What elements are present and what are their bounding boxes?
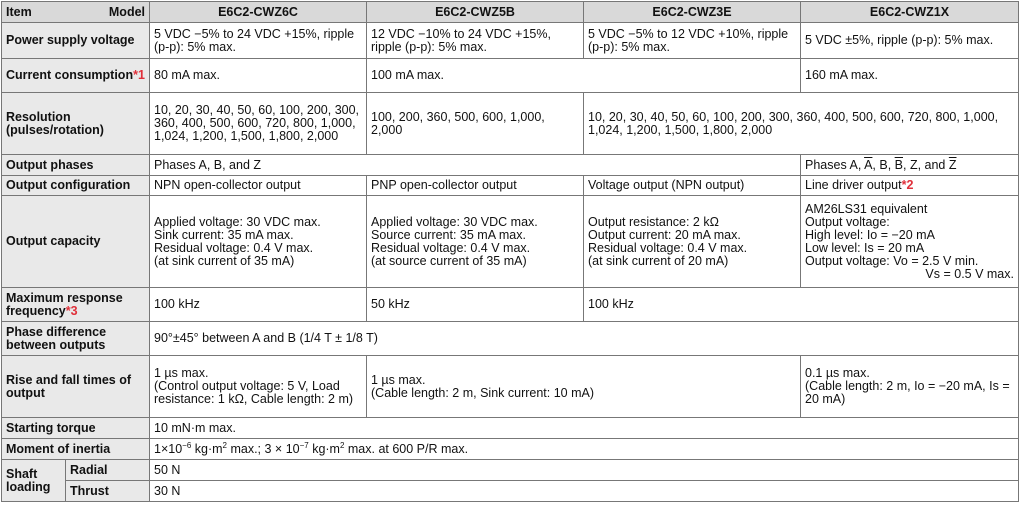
row-shaft-thrust — [2, 481, 1019, 502]
resolution-cwz5b: 100, 200, 360, 500, 600, 1,000, 2,000 — [367, 93, 584, 155]
row-phase-difference — [2, 322, 1019, 356]
note-2: *2 — [901, 178, 914, 192]
thrust-label: Thrust — [66, 481, 150, 502]
config-cwz1x: Line driver output*2 — [801, 176, 1019, 196]
output-configuration-label: Output configuration — [2, 176, 150, 196]
model-cwz6c: E6C2-CWZ6C — [150, 2, 367, 23]
config-cwz6c: NPN open-collector output — [150, 176, 367, 196]
resolution-cwz6c: 10, 20, 30, 40, 50, 60, 100, 200, 300, 360, 400, 500, 600, 720, 800, 1,000, 1,024, 1,200, 1,500, 1,800, 2,000 — [150, 93, 367, 155]
current-cwz1x: 160 mA max. — [801, 59, 1019, 93]
item-model-header — [2, 2, 150, 23]
row-power-supply — [2, 23, 1019, 59]
row-output-phases — [2, 155, 1019, 176]
note-1: *1 — [133, 68, 145, 82]
model-header: Model — [108, 4, 145, 19]
model-cwz1x: E6C2-CWZ1X — [801, 2, 1019, 23]
starting-torque-value: 10 mN·m max. — [150, 418, 1019, 439]
capacity-cwz1x: AM26LS31 equivalent Output voltage: High level: Io = −20 mA Low level: Is = 20 mA Output voltage: Vo = 2.5 V min. Vs = 0.5 V max. — [801, 196, 1019, 288]
row-moment-of-inertia — [2, 439, 1019, 460]
header-row — [2, 2, 1019, 23]
row-max-response — [2, 288, 1019, 322]
output-phases-label: Output phases — [2, 155, 150, 176]
note-3: *3 — [65, 303, 78, 318]
power-cwz3e: 5 VDC −5% to 12 VDC +10%, ripple (p-p): 5% max. — [584, 23, 801, 59]
phases-main: Phases A, B, and Z — [150, 155, 801, 176]
output-capacity-label: Output capacity — [2, 196, 150, 288]
current-cwz5b-cwz3e: 100 mA max. — [367, 59, 801, 93]
row-resolution — [2, 93, 1019, 155]
capacity-cwz6c: Applied voltage: 30 VDC max. Sink current: 35 mA max. Residual voltage: 0.4 V max. (at sink current of 35 mA) — [150, 196, 367, 288]
row-output-capacity — [2, 196, 1019, 288]
row-starting-torque — [2, 418, 1019, 439]
radial-label: Radial — [66, 460, 150, 481]
power-cwz1x: 5 VDC ±5%, ripple (p-p): 5% max. — [801, 23, 1019, 59]
current-label: Current consumption*1 — [2, 59, 150, 93]
row-shaft-radial — [2, 460, 1019, 481]
starting-torque-label: Starting torque — [2, 418, 150, 439]
radial-value: 50 N — [150, 460, 1019, 481]
item-header: Item — [6, 4, 32, 19]
power-supply-label: Power supply voltage — [2, 23, 150, 59]
max-response-label: Maximum response frequency*3 — [2, 288, 150, 322]
model-cwz5b: E6C2-CWZ5B — [367, 2, 584, 23]
resolution-label: Resolution (pulses/rotation) — [2, 93, 150, 155]
model-cwz3e: E6C2-CWZ3E — [584, 2, 801, 23]
moment-of-inertia-value: $1\times 10^{-6}$ $kg\cdot m^2$ max.; $3 \times 10^{-7}$ $kg\cdot m^2$ max. at 600 P/R max. — [150, 439, 1019, 460]
response-cwz3e-cwz1x: 100 kHz — [584, 288, 1019, 322]
moment-of-inertia-label: Moment of inertia — [2, 439, 150, 460]
resolution-cwz3e-cwz1x: 10, 20, 30, 40, 50, 60, 100, 200, 300, 360, 400, 500, 600, 720, 800, 1,000, 1,024, 1,200, 1,500, 1,800, 2,000 — [584, 93, 1019, 155]
config-cwz5b: PNP open-collector output — [367, 176, 584, 196]
config-cwz3e: Voltage output (NPN output) — [584, 176, 801, 196]
row-current — [2, 59, 1019, 93]
thrust-value: 30 N — [150, 481, 1019, 502]
rise-cwz5b-cwz3e: 1 µs max. (Cable length: 2 m, Sink current: 10 mA) — [367, 356, 801, 418]
power-cwz6c: 5 VDC −5% to 24 VDC +15%, ripple (p-p): 5% max. — [150, 23, 367, 59]
phases-cwz1x: Phases A, $\overline{A}$, B, $\overline{B}$, Z, and $\overline{Z}$ — [801, 155, 1019, 176]
phase-difference-label: Phase difference between outputs — [2, 322, 150, 356]
power-cwz5b: 12 VDC −10% to 24 VDC +15%, ripple (p-p): 5% max. — [367, 23, 584, 59]
response-cwz5b: 50 kHz — [367, 288, 584, 322]
shaft-loading-label: Shaft loading — [2, 460, 66, 502]
row-rise-fall — [2, 356, 1019, 418]
phase-difference-value: 90°±45° between A and B (1/4 T ± 1/8 T) — [150, 322, 1019, 356]
rise-cwz6c: 1 µs max. (Control output voltage: 5 V, Load resistance: 1 kΩ, Cable length: 2 m) — [150, 356, 367, 418]
rise-fall-label: Rise and fall times of output — [2, 356, 150, 418]
row-output-configuration — [2, 176, 1019, 196]
response-cwz6c: 100 kHz — [150, 288, 367, 322]
spec-table — [1, 1, 1019, 502]
capacity-cwz3e: Output resistance: 2 kΩ Output current: 20 mA max. Residual voltage: 0.4 V max. (at sink current of 20 mA) — [584, 196, 801, 288]
capacity-cwz5b: Applied voltage: 30 VDC max. Source current: 35 mA max. Residual voltage: 0.4 V max. (at source current of 35 mA) — [367, 196, 584, 288]
rise-cwz1x: 0.1 µs max. (Cable length: 2 m, Io = −20 mA, Is = 20 mA) — [801, 356, 1019, 418]
current-cwz6c: 80 mA max. — [150, 59, 367, 93]
